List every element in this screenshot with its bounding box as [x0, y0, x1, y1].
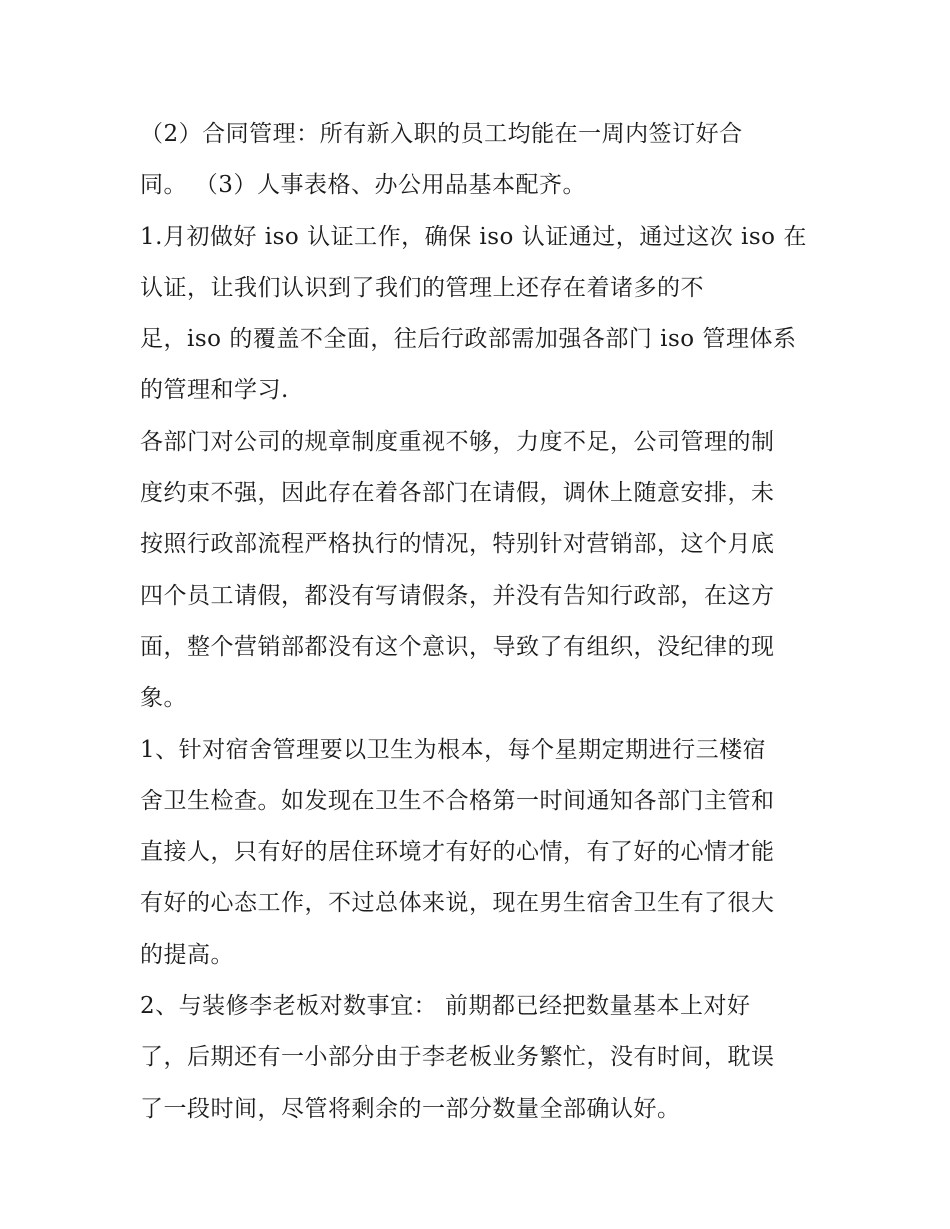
- text-line: 直接人，只有好的居住环境才有好的心情，有了好的心情才能: [140, 839, 775, 866]
- text-line: 四个员工请假，都没有写请假条，并没有告知行政部，在这方: [140, 582, 775, 609]
- text-line: 面，整个营销部都没有这个意识，导致了有组织，没纪律的现: [140, 633, 775, 660]
- text-line: 足，iso 的覆盖不全面，往后行政部需加强各部门 iso 管理体系: [140, 326, 797, 353]
- text-line: 象。: [140, 685, 187, 712]
- document-body: [140, 109, 820, 1135]
- text-line: 了，后期还有一小部分由于李老板业务繁忙，没有时间，耽误: [140, 1044, 775, 1071]
- text-line: 1.月初做好 iso 认证工作，确保 iso 认证通过，通过这次 iso 在: [140, 223, 807, 250]
- text-line: 按照行政部流程严格执行的情况，特别针对营销部，这个月底: [140, 531, 775, 558]
- text-line: 了一段时间，尽管将剩余的一部分数量全部确认好。: [140, 1095, 681, 1122]
- text-line: 1、针对宿舍管理要以卫生为根本，每个星期定期进行三楼宿: [140, 736, 767, 763]
- text-line: 同。 （3）人事表格、办公用品基本配齐。: [140, 172, 586, 199]
- text-line: 各部门对公司的规章制度重视不够，力度不足，公司管理的制: [140, 428, 775, 455]
- text-line: 认证，让我们认识到了我们的管理上还存在着诸多的不: [140, 274, 704, 301]
- text-line: 有好的心态工作，不过总体来说，现在男生宿舍卫生有了很大: [140, 890, 775, 917]
- text-line: （2）合同管理：所有新入职的员工均能在一周内签订好合: [140, 121, 743, 147]
- text-line: 的提高。: [140, 941, 234, 968]
- text-line: 2、与装修李老板对数事宜： 前期都已经把数量基本上对好: [140, 993, 751, 1020]
- text-line: 的管理和学习.: [140, 377, 289, 404]
- text-line: 度约束不强，因此存在着各部门在请假，调休上随意安排，未: [140, 480, 775, 507]
- text-line: 舍卫生检查。如发现在卫生不合格第一时间通知各部门主管和: [140, 787, 775, 814]
